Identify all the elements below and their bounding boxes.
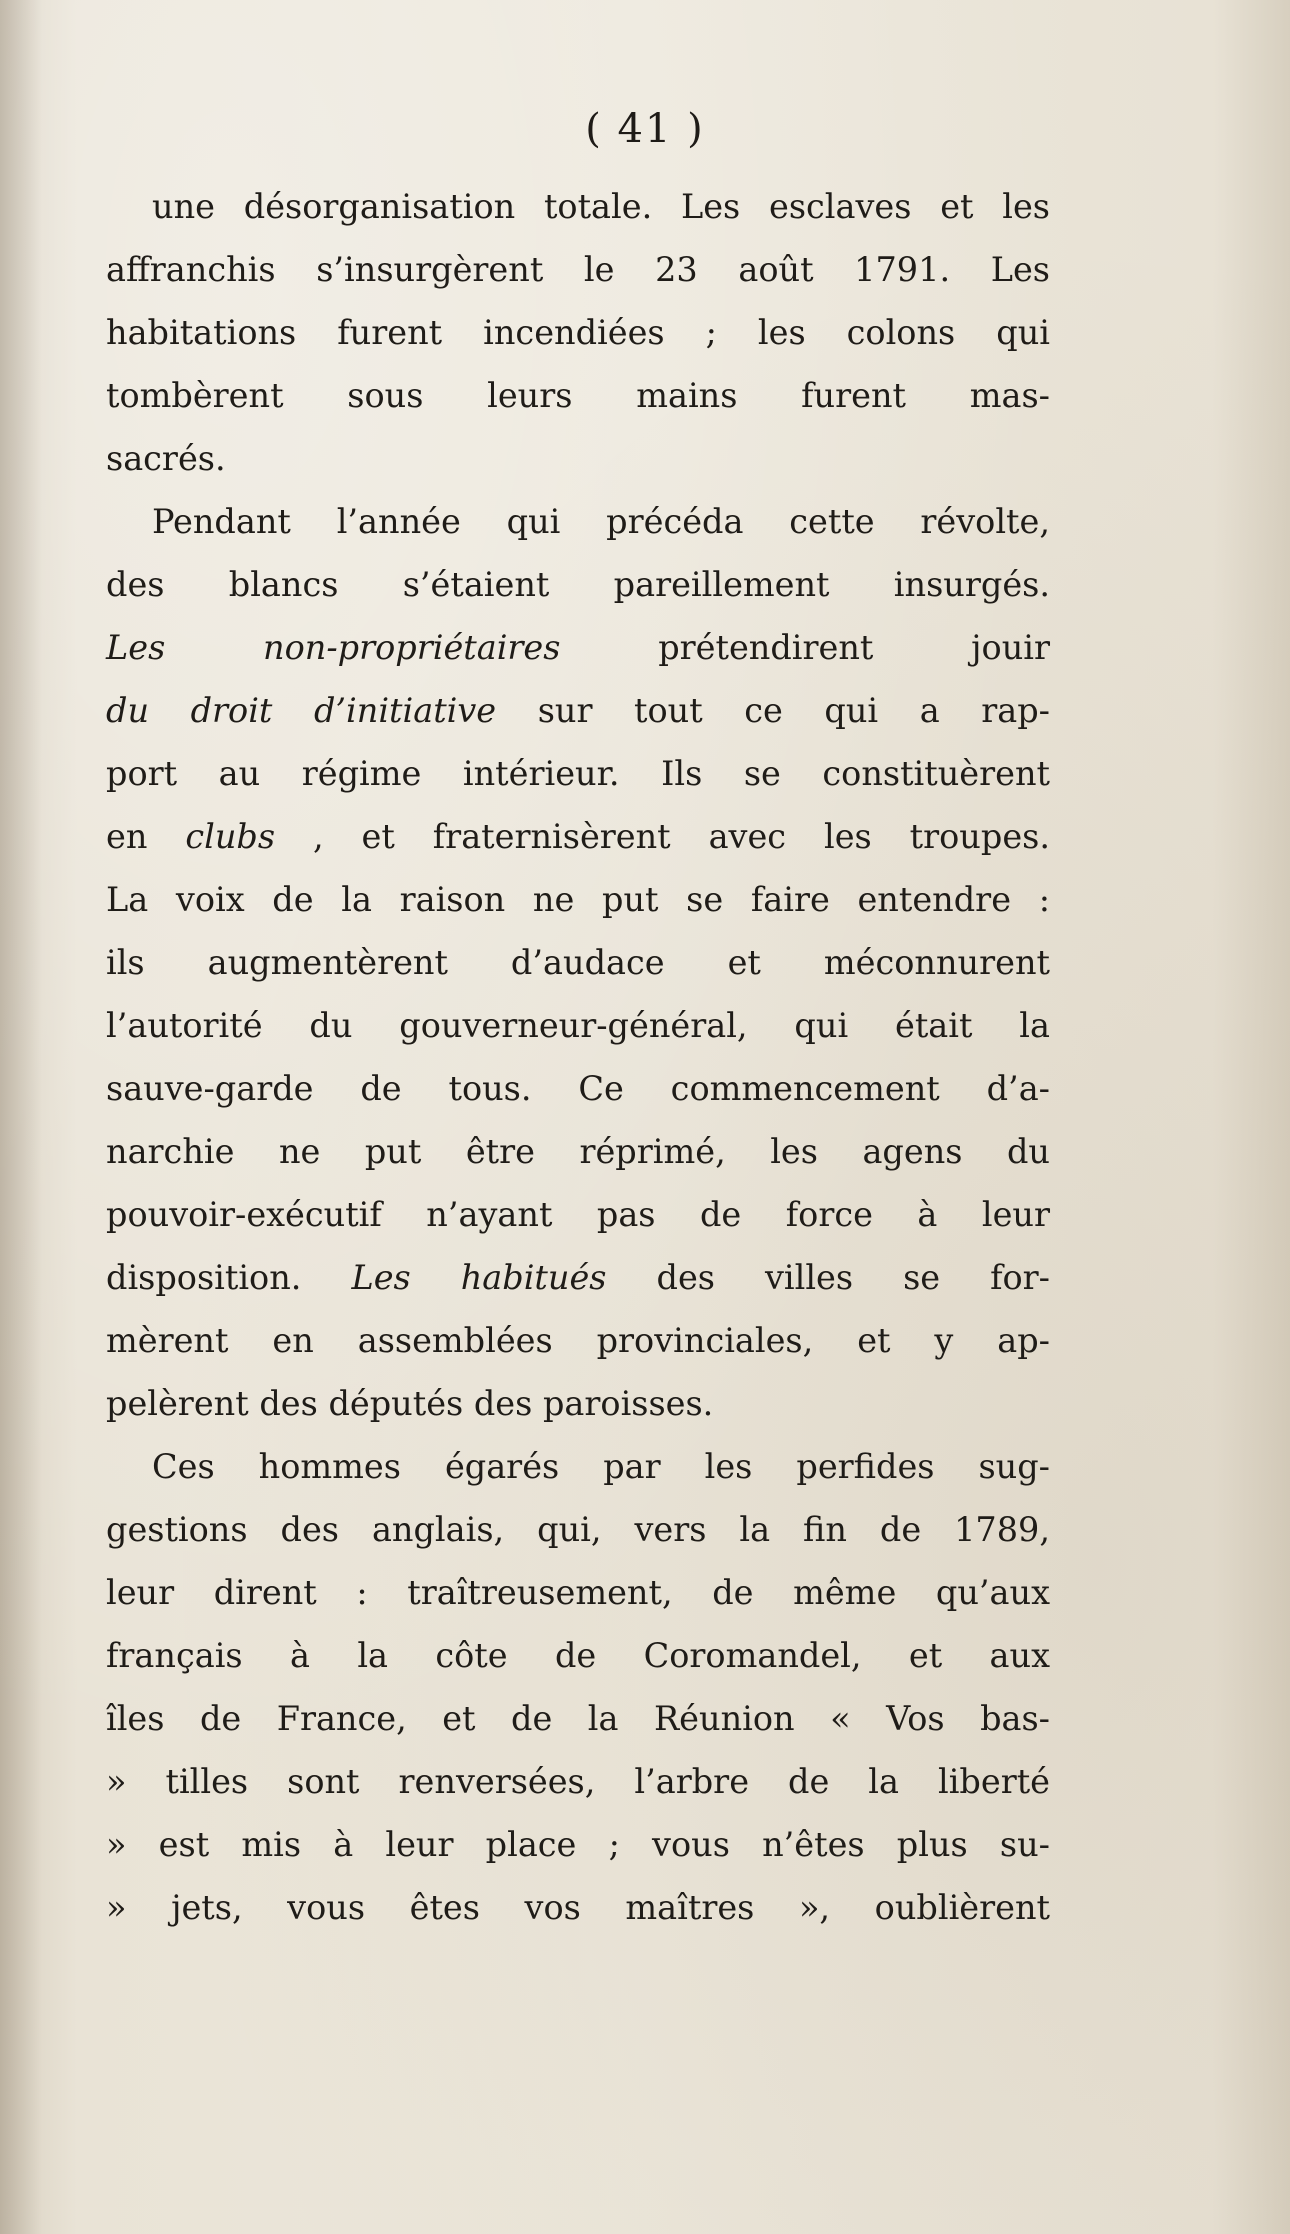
text-line [106, 1183, 1050, 1246]
text-line [106, 616, 1050, 679]
text-line [106, 427, 1050, 490]
text-run: , et fraternisèrent avec les troupes. [275, 817, 1050, 856]
text-line [106, 1372, 1050, 1435]
text-run: habitations furent incendiées ; les colons qui [106, 313, 1050, 352]
text-run: » jets, vous êtes vos maîtres », oublièrent [106, 1888, 1050, 1927]
text-line [106, 1750, 1050, 1813]
page-gutter-shadow [0, 0, 42, 2234]
text-line [106, 238, 1050, 301]
text-run: narchie ne put être réprimé, les agens du [106, 1132, 1050, 1171]
paragraph [106, 1435, 1050, 1939]
text-run: disposition. [106, 1258, 352, 1297]
text-line [106, 868, 1050, 931]
body-text [106, 175, 1050, 1939]
text-line [106, 1687, 1050, 1750]
text-run: sauve-garde de tous. Ce commencement d’a- [106, 1069, 1050, 1108]
text-line [106, 1876, 1050, 1939]
italic-text-run: Les habitués [351, 1258, 607, 1297]
text-line [106, 1120, 1050, 1183]
text-run: leur dirent : traîtreusement, de même qu’aux [106, 1573, 1050, 1612]
text-run: Pendant l’année qui précéda cette révolte, [152, 502, 1050, 541]
text-line [106, 175, 1050, 238]
text-run: ils augmentèrent d’audace et méconnurent [106, 943, 1050, 982]
text-run: en [106, 817, 186, 856]
text-line [106, 1246, 1050, 1309]
text-line [106, 805, 1050, 868]
text-run: gestions des anglais, qui, vers la fin de 1789, [106, 1510, 1050, 1549]
text-run: » tilles sont renversées, l’arbre de la liberté [106, 1762, 1050, 1801]
text-line [106, 1309, 1050, 1372]
text-line [106, 994, 1050, 1057]
text-line [106, 1498, 1050, 1561]
text-line [106, 1624, 1050, 1687]
italic-text-run: du droit d’initiative [106, 691, 497, 730]
text-run: sur tout ce qui a rap- [496, 691, 1050, 730]
text-run: l’autorité du gouverneur-général, qui était la [106, 1006, 1050, 1045]
text-run: affranchis s’insurgèrent le 23 août 1791. Les [106, 250, 1050, 289]
text-run: pouvoir-exécutif n’ayant pas de force à leur [106, 1195, 1050, 1234]
text-run: pelèrent des députés des paroisses. [106, 1384, 714, 1423]
paragraph [106, 490, 1050, 1435]
text-run: sacrés. [106, 439, 226, 478]
paragraph [106, 175, 1050, 490]
text-line [106, 490, 1050, 553]
text-run: La voix de la raison ne put se faire entendre : [106, 880, 1050, 919]
text-run: » est mis à leur place ; vous n’êtes plus su- [106, 1825, 1050, 1864]
text-line [106, 301, 1050, 364]
text-run: port au régime intérieur. Ils se constituèrent [106, 754, 1050, 793]
text-line [106, 931, 1050, 994]
text-line [106, 1561, 1050, 1624]
text-line [106, 742, 1050, 805]
text-line [106, 364, 1050, 427]
text-run: une désorganisation totale. Les esclaves et les [152, 187, 1050, 226]
text-run: des villes se for- [606, 1258, 1050, 1297]
text-run: Ces hommes égarés par les perfides sug- [152, 1447, 1050, 1486]
italic-text-run: Les non-propriétaires [106, 628, 561, 667]
text-run: des blancs s’étaient pareillement insurgés. [106, 565, 1050, 604]
text-line [106, 679, 1050, 742]
text-run: îles de France, et de la Réunion « Vos bas- [106, 1699, 1050, 1738]
page-number: ( 41 ) [585, 106, 705, 152]
text-line [106, 553, 1050, 616]
text-line [106, 1435, 1050, 1498]
text-line [106, 1057, 1050, 1120]
text-run: mèrent en assemblées provinciales, et y ap- [106, 1321, 1050, 1360]
text-run: prétendirent jouir [560, 628, 1051, 667]
text-run: tombèrent sous leurs mains furent mas- [106, 376, 1050, 415]
text-run: français à la côte de Coromandel, et aux [106, 1636, 1050, 1675]
text-line [106, 1813, 1050, 1876]
italic-text-run: clubs [185, 817, 276, 856]
